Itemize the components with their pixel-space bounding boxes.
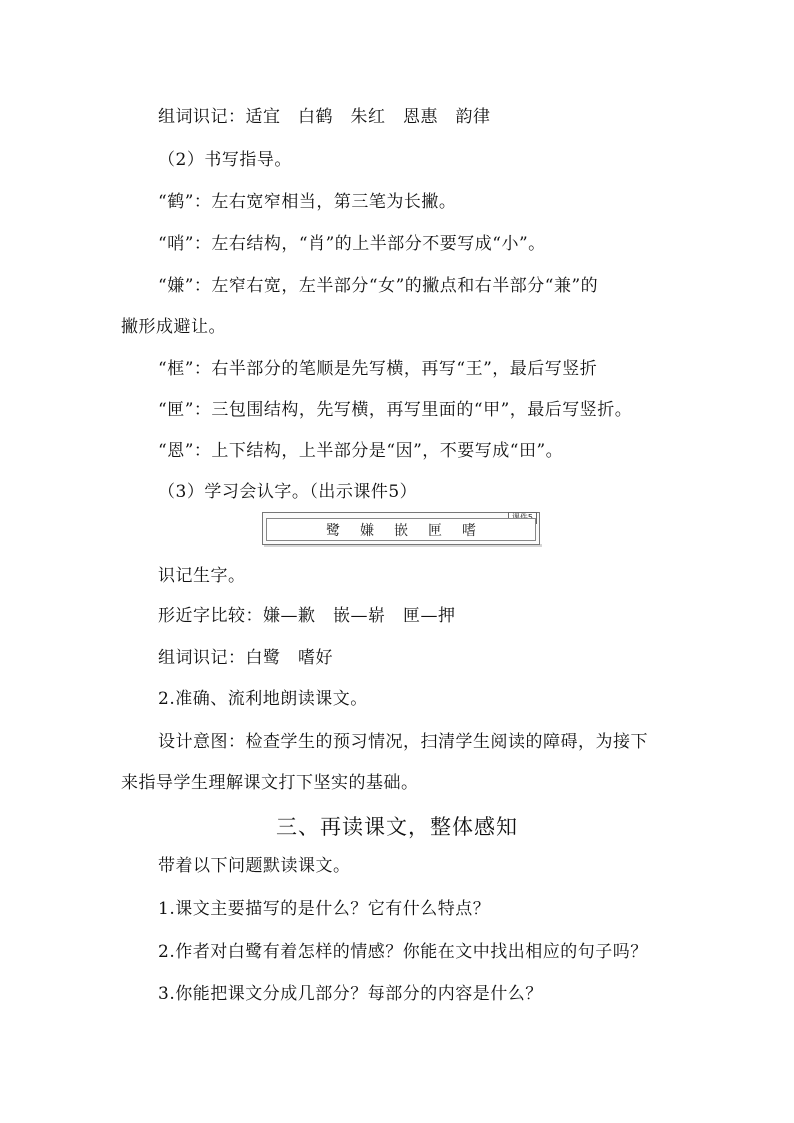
text-line: 来指导学生理解课文打下坚实的基础。 — [121, 773, 419, 793]
question-item: 2.作者对白鹭有着怎样的情感？你能在文中找出相应的句子吗？ — [158, 942, 648, 962]
text-line: “匣”：三包围结构，先写横，再写里面的“甲”，最后写竖折。 — [158, 400, 633, 420]
slide-char: 嗜 — [462, 522, 476, 539]
slide-char: 嫌 — [360, 522, 374, 539]
question-item: 1.课文主要描写的是什么？它有什么特点？ — [158, 899, 491, 919]
text-line: 撇形成避让。 — [121, 317, 226, 337]
slide-char: 匣 — [428, 522, 442, 539]
text-line: （2）书写指导。 — [158, 150, 292, 170]
text-line: 带着以下问题默读课文。 — [158, 856, 351, 876]
courseware-slide — [262, 512, 540, 545]
text-line: “嫌”：左窄右宽，左半部分“女”的撇点和右半部分“兼”的 — [158, 276, 599, 296]
text-line: 组词识记：适宜 白鹤 朱红 恩惠 韵律 — [158, 107, 491, 127]
text-line: 设计意图：检查学生的预习情况，扫清学生阅读的障碍，为接下 — [158, 732, 648, 752]
text-line: “恩”：上下结构，上半部分是“因”，不要写成“田”。 — [158, 441, 564, 461]
section-heading: 三、再读课文，整体感知 — [276, 815, 518, 839]
text-line: 形近字比较：嫌—歉 嵌—崭 匣—押 — [158, 606, 456, 626]
question-item: 3.你能把课文分成几部分？每部分的内容是什么？ — [158, 984, 543, 1004]
text-line: 识记生字。 — [158, 566, 246, 586]
text-line: （3）学习会认字。（出示课件5） — [158, 482, 418, 502]
text-line: “框”：右半部分的笔顺是先写横，再写“王”，最后写竖折 — [158, 359, 598, 379]
text-line: 组词识记：白鹭 嗜好 — [158, 648, 333, 668]
text-line: “鹤”：左右宽窄相当，第三笔为长撇。 — [158, 192, 457, 212]
text-line: 2.准确、流利地朗读课文。 — [158, 689, 368, 709]
slide-char: 嵌 — [394, 522, 408, 539]
text-line: “哨”：左右结构，“肖”的上半部分不要写成“小”。 — [158, 234, 546, 254]
slide-chars — [266, 518, 536, 541]
slide-char: 鹭 — [326, 522, 340, 539]
